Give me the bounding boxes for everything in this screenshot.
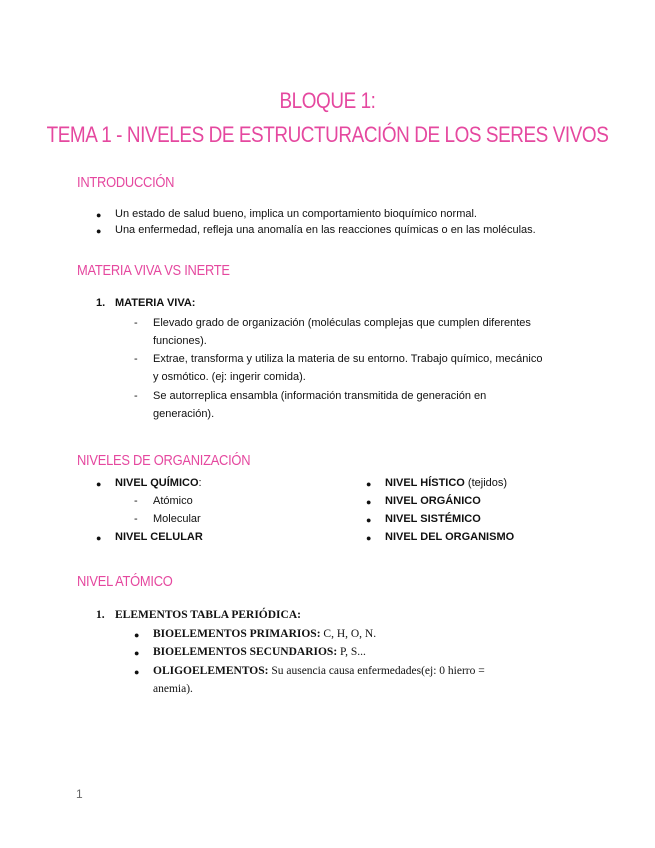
materia-sub-3-line1: Se autorreplica ensambla (información transmitida de generación en (153, 390, 487, 402)
nivel-organismo: NIVEL DEL ORGANISMO (385, 531, 515, 543)
bullet-icon: ● (366, 533, 372, 543)
bullet-icon: ● (96, 479, 102, 489)
nivel-atomico-sub: Atómico (153, 495, 193, 507)
bullet-icon: ● (134, 630, 140, 640)
bullet-icon: ● (366, 479, 372, 489)
materia-sub-2-line2: y osmótico. (ej: ingerir comida). (153, 371, 306, 383)
nivel-sistemico: NIVEL SISTÉMICO (385, 513, 481, 525)
dash-icon: - (134, 353, 138, 365)
bullet-icon: ● (96, 533, 102, 543)
materia-sub-1-line2: funciones). (153, 335, 207, 347)
nivel-histico: NIVEL HÍSTICO (tejidos) (385, 477, 508, 489)
materia-viva-title: MATERIA VIVA: (115, 297, 196, 309)
dash-icon: - (134, 317, 138, 329)
nivel-quimico: NIVEL QUÍMICO: (115, 477, 202, 489)
nivel-celular: NIVEL CELULAR (115, 531, 203, 543)
bioelementos-secundarios: BIOELEMENTOS SECUNDARIOS: P, S... (153, 646, 366, 658)
title-line-1: BLOQUE 1: (279, 88, 376, 113)
heading-niveles: NIVELES DE ORGANIZACIÓN (77, 452, 251, 469)
intro-bullet-2: Una enfermedad, refleja una anomalía en las reacciones químicas o en las moléculas. (115, 224, 536, 236)
nivel-molecular-sub: Molecular (153, 513, 201, 525)
oligoelementos: OLIGOELEMENTOS: Su ausencia causa enfermedades(ej: 0 hierro = (153, 665, 485, 677)
bullet-icon: ● (96, 226, 102, 236)
bullet-icon: ● (134, 648, 140, 658)
materia-sub-3-line2: generación). (153, 408, 215, 420)
bioelementos-primarios: BIOELEMENTOS PRIMARIOS: C, H, O, N. (153, 628, 377, 640)
elementos-title: ELEMENTOS TABLA PERIÓDICA: (115, 609, 301, 621)
dash-icon: - (134, 390, 138, 402)
bullet-icon: ● (96, 210, 102, 220)
bullet-icon: ● (134, 667, 140, 677)
nivel-organico: NIVEL ORGÁNICO (385, 495, 481, 507)
materia-sub-1-line1: Elevado grado de organización (moléculas complejas que cumplen diferentes (153, 317, 531, 329)
oligoelementos-line2: anemia). (153, 683, 193, 695)
dash-icon: - (134, 495, 138, 507)
list-number: 1. (96, 609, 105, 621)
materia-sub-2-line1: Extrae, transforma y utiliza la materia de su entorno. Trabajo químico, mecánico (153, 353, 543, 365)
bullet-icon: ● (366, 497, 372, 507)
heading-nivel-atomico: NIVEL ATÓMICO (77, 573, 173, 590)
bullet-icon: ● (366, 515, 372, 525)
heading-introduccion: INTRODUCCIÓN (77, 174, 175, 191)
page-number: 1 (76, 787, 83, 801)
list-number: 1. (96, 297, 106, 309)
heading-materia: MATERIA VIVA VS INERTE (77, 262, 230, 279)
intro-bullet-1: Un estado de salud bueno, implica un comportamiento bioquímico normal. (115, 208, 477, 220)
dash-icon: - (134, 513, 138, 525)
title-line-2: TEMA 1 - NIVELES DE ESTRUCTURACIÓN DE LOS SERES VIVOS (46, 122, 609, 147)
